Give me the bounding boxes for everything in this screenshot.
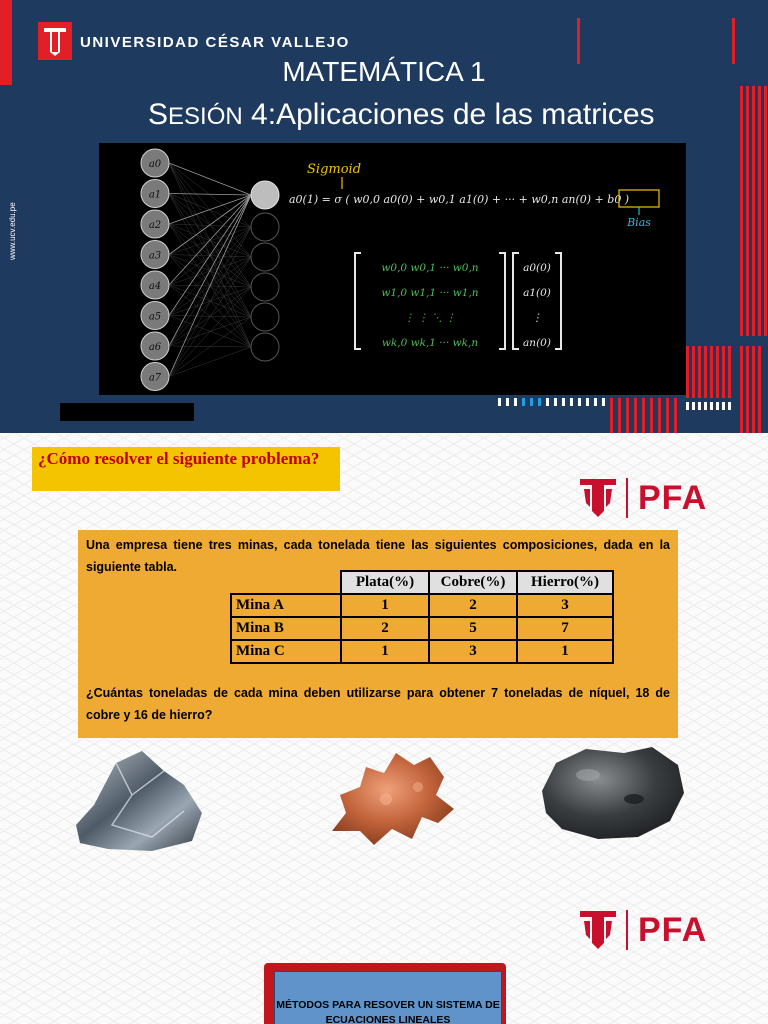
- table-header: Plata(%): [341, 571, 429, 594]
- website-url: www.ucv.edu.pe: [8, 202, 17, 260]
- row-label: Mina C: [231, 640, 341, 663]
- connection-line: [169, 227, 251, 255]
- table-cell: 3: [429, 640, 517, 663]
- slide-problem: [0, 433, 768, 1024]
- decor-line: [732, 18, 735, 64]
- output-neuron: [251, 303, 279, 331]
- weight-matrix-row: w0,0 w0,1 ··· w0,n: [381, 262, 479, 274]
- activation-vector-row: a1(0): [523, 287, 551, 299]
- pfa-shield-icon: [578, 909, 618, 951]
- decor-line: [577, 18, 580, 64]
- output-neuron: [251, 243, 279, 271]
- neural-network-diagram: [99, 143, 686, 395]
- output-neuron: [251, 273, 279, 301]
- connection-line: [169, 347, 251, 377]
- problem-question: ¿Cuántas toneladas de cada mina deben utilizarse para obtener 7 toneladas de níquel, 18 de cobre y 16 de hierro?: [86, 686, 670, 722]
- caption-bar: [60, 403, 194, 421]
- table-cell: 1: [341, 640, 429, 663]
- pfa-divider: [626, 910, 628, 950]
- course-title: MATEMÁTICA 1: [282, 56, 486, 87]
- table-cell: 3: [517, 594, 613, 617]
- bias-label: Bias: [627, 216, 651, 229]
- output-neuron: [251, 333, 279, 361]
- matrix-bracket-left: [355, 253, 361, 349]
- pfa-text: PFA: [638, 478, 708, 517]
- question-text: ¿Cómo resolver el siguiente problema?: [38, 449, 320, 468]
- vector-bracket-left: [513, 253, 519, 349]
- weight-matrix-row: ⋮ ⋮ ⋱ ⋮: [403, 312, 457, 324]
- table-cell: 7: [517, 617, 613, 640]
- table-row: [231, 640, 613, 663]
- table-row: [231, 617, 613, 640]
- input-neuron-label: a5: [148, 311, 162, 323]
- methods-title: MÉTODOS PARA RESOVER UN SISTEMA DE ECUACIONES LINEALES: [274, 971, 502, 1024]
- iron-ore-image: [538, 741, 688, 845]
- input-neuron-label: a6: [148, 342, 162, 353]
- decor-stripes-bottom: [498, 396, 686, 433]
- connection-line: [169, 227, 251, 285]
- activation-vector-row: ⋮: [531, 312, 543, 324]
- activation-vector-row: an(0): [523, 337, 551, 349]
- table-row: [231, 594, 613, 617]
- composition-table: [230, 570, 614, 664]
- table-cell: 2: [429, 594, 517, 617]
- question-banner: [32, 447, 340, 491]
- matrix-bracket-right: [499, 253, 505, 349]
- output-neuron: [251, 181, 279, 209]
- session-title: SESIÓN 4:Aplicaciones de las matrices: [148, 98, 655, 131]
- decor-stripes: [686, 84, 768, 433]
- input-neuron-label: a7: [148, 372, 162, 384]
- problem-intro: Una empresa tiene tres minas, cada tonelada tiene las siguientes composiciones, dada en la siguiente tabla.: [86, 538, 670, 574]
- pfa-shield-icon: [578, 477, 618, 519]
- connection-line: [169, 227, 251, 377]
- university-name: UNIVERSIDAD CÉSAR VALLEJO: [80, 34, 350, 51]
- input-neuron-label: a3: [148, 250, 162, 262]
- connection-line: [169, 195, 251, 224]
- pfa-logo: [578, 477, 707, 519]
- problem-box: [78, 530, 678, 738]
- table-corner: [231, 571, 341, 594]
- activation-vector-row: a0(0): [523, 262, 551, 274]
- output-neuron: [251, 213, 279, 241]
- sigmoid-label: Sigmoid: [307, 162, 362, 177]
- input-neuron-label: a4: [148, 281, 162, 292]
- pfa-logo-2: [578, 909, 707, 951]
- table-cell: 5: [429, 617, 517, 640]
- input-neuron-label: a0: [148, 159, 162, 170]
- slide-title: [0, 0, 768, 433]
- silver-ore-image: [72, 745, 206, 855]
- ucv-logo-icon: [38, 22, 72, 60]
- neural-network-figure: [99, 143, 686, 395]
- methods-card: [264, 963, 506, 1024]
- vector-bracket-right: [555, 253, 561, 349]
- connection-line: [169, 195, 251, 377]
- row-label: Mina B: [231, 617, 341, 640]
- table-header-row: [231, 571, 613, 594]
- connection-line: [169, 195, 251, 316]
- connection-line: [169, 195, 251, 255]
- pfa-text: PFA: [638, 910, 708, 949]
- table-header: Cobre(%): [429, 571, 517, 594]
- weight-matrix-row: wk,0 wk,1 ··· wk,n: [381, 337, 479, 349]
- table-cell: 1: [517, 640, 613, 663]
- equation: a0(1) = σ ( w0,0 a0(0) + w0,1 a1(0) + ··· + w0,n an(0) + b0 ): [289, 193, 630, 206]
- input-neuron-label: a1: [148, 189, 162, 201]
- table-header: Hierro(%): [517, 571, 613, 594]
- row-label: Mina A: [231, 594, 341, 617]
- input-neuron-label: a2: [148, 220, 162, 231]
- weight-matrix-row: w1,0 w1,1 ··· w1,n: [381, 287, 479, 299]
- table-cell: 2: [341, 617, 429, 640]
- pfa-divider: [626, 478, 628, 518]
- table-cell: 1: [341, 594, 429, 617]
- copper-ore-image: [326, 743, 462, 853]
